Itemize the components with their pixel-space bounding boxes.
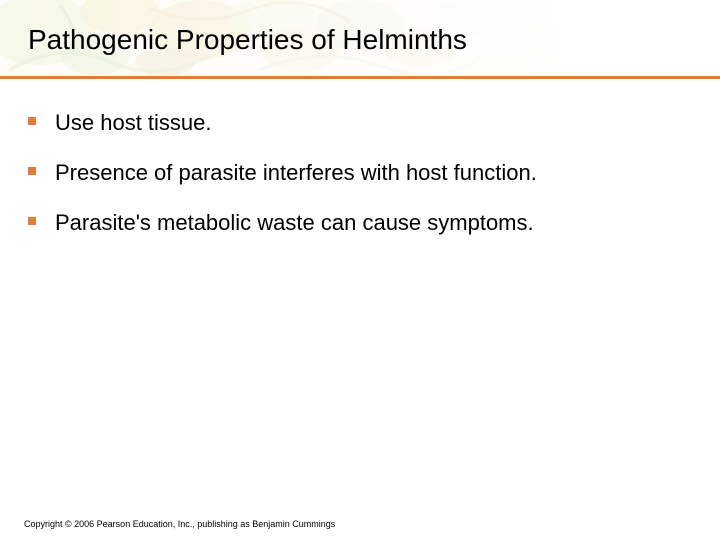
square-bullet-icon [28, 167, 36, 175]
bullet-item [28, 158, 537, 188]
bullet-list [28, 108, 537, 258]
bullet-text: Use host tissue. [55, 110, 212, 135]
bullet-text: Presence of parasite interferes with host function. [55, 160, 537, 185]
square-bullet-icon [28, 217, 36, 225]
square-bullet-icon [28, 117, 36, 125]
title-divider [0, 76, 720, 79]
bullet-item [28, 108, 537, 138]
bullet-text: Parasite's metabolic waste can cause symptoms. [55, 210, 534, 235]
bullet-item [28, 208, 537, 238]
slide-title: Pathogenic Properties of Helminths [28, 24, 467, 55]
copyright-footer: Copyright © 2006 Pearson Education, Inc., publishing as Benjamin Cummings [24, 519, 336, 529]
